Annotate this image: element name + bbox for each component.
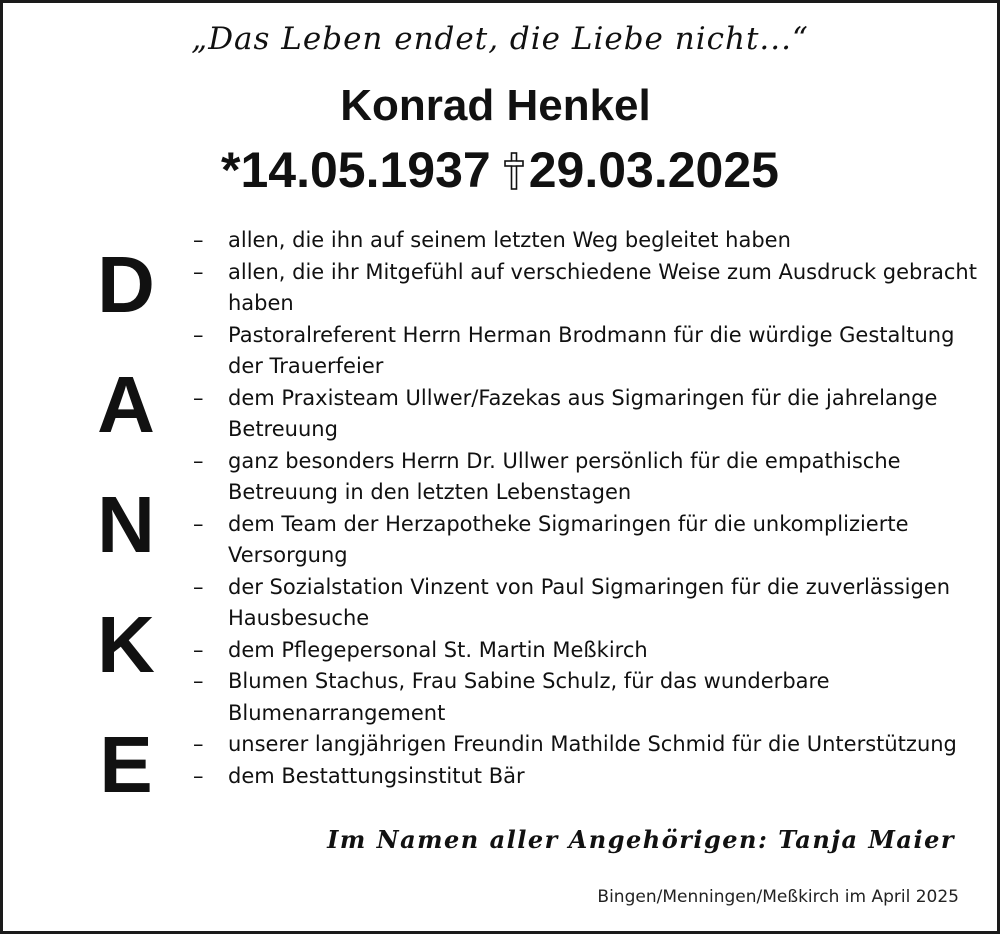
thanks-item: – unserer langjährigen Freundin Mathilde Schmid für die Unterstützung <box>193 729 988 761</box>
danke-letter: E <box>99 720 153 809</box>
thanks-item: – dem Team der Herzapotheke Sigmaringen für die unkomplizierte Versorgung <box>193 509 988 572</box>
deceased-name: Konrad Henkel <box>340 81 651 130</box>
thanks-item: – Blumen Stachus, Frau Sabine Schulz, für das wunderbare Blumenarrangement <box>193 666 988 729</box>
latin-cross-icon <box>503 151 525 191</box>
thanks-item: – dem Pflegepersonal St. Martin Meßkirch <box>193 635 988 667</box>
thanks-list <box>193 225 988 792</box>
birth-date: *14.05.1937 <box>221 142 491 198</box>
thanks-item: – Pastoralreferent Herrn Herman Brodmann für die würdige Gestaltung der Trauerfeier <box>193 320 988 383</box>
thanks-item: – dem Praxisteam Ullwer/Fazekas aus Sigmaringen für die jahrelange Betreuung <box>193 383 988 446</box>
danke-vertical-word <box>91 225 161 825</box>
signature: Im Namen aller Angehörigen: Tanja Maier <box>327 825 955 854</box>
thanks-item: – der Sozialstation Vinzent von Paul Sigmaringen für die zuverlässigen Hausbesuche <box>193 572 988 635</box>
danke-letter: D <box>97 240 155 329</box>
thanks-item: – ganz besonders Herrn Dr. Ullwer persönlich für die empathische Betreuung in den letzten Lebenstagen <box>193 446 988 509</box>
death-date: 29.03.2025 <box>528 142 779 198</box>
thanks-item: – allen, die ihn auf seinem letzten Weg begleitet haben <box>193 225 988 257</box>
danke-letter: N <box>97 480 155 569</box>
motto: „Das Leben endet, die Liebe nicht...“ <box>191 21 809 57</box>
life-dates <box>3 141 997 199</box>
danke-letter: A <box>97 360 155 449</box>
thanks-item: – dem Bestattungsinstitut Bär <box>193 761 988 793</box>
thanks-item: – allen, die ihr Mitgefühl auf verschiedene Weise zum Ausdruck gebracht haben <box>193 257 988 320</box>
place-and-date: Bingen/Menningen/Meßkirch im April 2025 <box>597 887 959 907</box>
danke-letter: K <box>97 600 155 689</box>
